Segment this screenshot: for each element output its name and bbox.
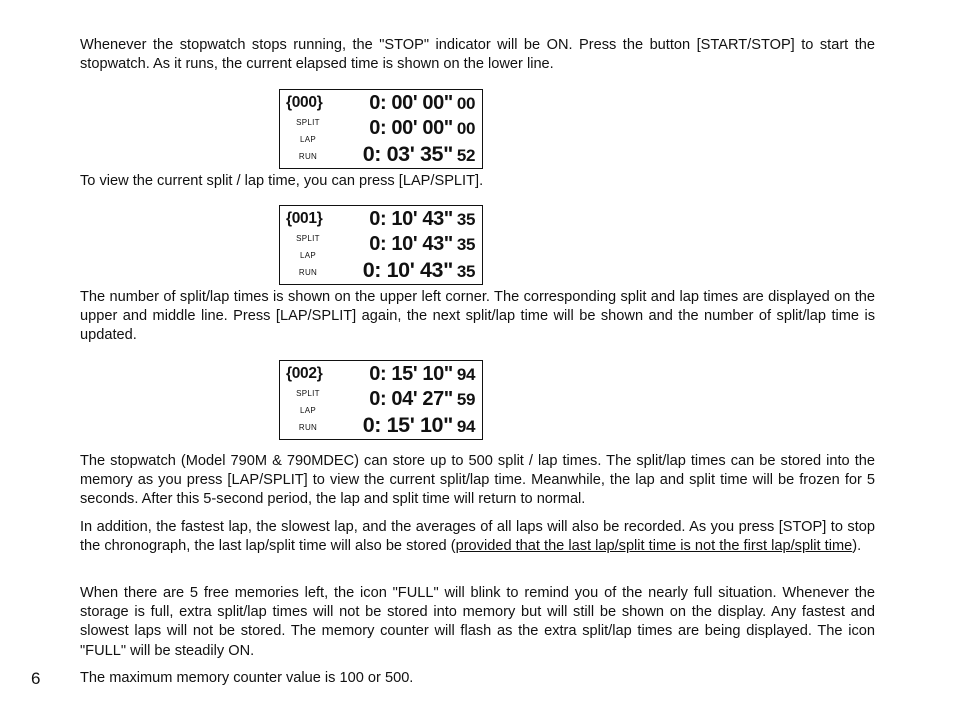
lap-time bbox=[369, 388, 475, 411]
lap-time bbox=[369, 117, 475, 140]
lap-time-main: 0: 04' 27" bbox=[369, 388, 453, 410]
run-label: RUN bbox=[298, 152, 318, 161]
paragraph-fastest-slowest-start: In addition, the fastest lap, the slowest lap, and the averages of all laps will also be recorded. As you press [STOP] to stop the chronograph, the last lap/split time will also be stored ( bbox=[80, 519, 875, 555]
paragraph-intro: Whenever the stopwatch stops running, the "STOP" indicator will be ON. Press the button [START/STOP] to start the stopwatch. As it runs, the current elapsed time is shown on the lower line. bbox=[80, 37, 875, 73]
lap-time bbox=[369, 233, 475, 256]
split-time-main: 0: 10' 43" bbox=[369, 208, 453, 230]
stopwatch-display-1 bbox=[279, 89, 483, 169]
stopwatch-display-2 bbox=[279, 205, 483, 285]
lap-time-hundredths: 59 bbox=[456, 390, 475, 409]
run-time-hundredths: 35 bbox=[456, 262, 475, 281]
memory-counter: {000} bbox=[286, 94, 323, 111]
run-time bbox=[363, 142, 475, 167]
paragraph-memory-capacity: The stopwatch (Model 790M & 790MDEC) can store up to 500 split / lap times. The split/lap times can be stored into the memory as you press [LAP/SPLIT] to view the current split/lap time. Meanwhile, the lap and split time will be frozen for 5 seconds. After this 5-second period, the lap and split time will return to normal. bbox=[80, 453, 875, 508]
split-label: SPLIT bbox=[296, 118, 320, 127]
underlined-note: provided that the last lap/split time is not the first lap/split time bbox=[455, 538, 853, 555]
split-label: SPLIT bbox=[296, 234, 320, 243]
run-label: RUN bbox=[298, 268, 318, 277]
split-time-hundredths: 94 bbox=[456, 365, 475, 384]
paragraph-split-count: The number of split/lap times is shown on the upper left corner. The corresponding split and lap times are displayed on the upper and middle line. Press [LAP/SPLIT] again, the next split/lap time will be shown and the number of split/lap time is updated. bbox=[80, 289, 875, 344]
split-label: SPLIT bbox=[296, 389, 320, 398]
run-time-main: 0: 10' 43" bbox=[362, 258, 453, 282]
lap-time-hundredths: 35 bbox=[456, 235, 475, 254]
stopwatch-display-3 bbox=[279, 360, 483, 440]
split-time bbox=[369, 92, 475, 115]
lap-label: LAP bbox=[299, 251, 317, 260]
run-label: RUN bbox=[298, 423, 318, 432]
split-time-main: 0: 15' 10" bbox=[369, 363, 453, 385]
run-time-hundredths: 52 bbox=[456, 146, 475, 165]
paragraph-max-counter: The maximum memory counter value is 100 or 500. bbox=[80, 670, 414, 686]
split-time-hundredths: 00 bbox=[456, 94, 475, 113]
lap-time-hundredths: 00 bbox=[456, 119, 475, 138]
lap-label: LAP bbox=[299, 135, 317, 144]
run-time bbox=[363, 258, 475, 283]
lap-time-main: 0: 00' 00" bbox=[369, 117, 453, 139]
page-number: 6 bbox=[31, 669, 41, 688]
paragraph-view-split: To view the current split / lap time, you can press [LAP/SPLIT]. bbox=[80, 173, 484, 189]
split-time-main: 0: 00' 00" bbox=[369, 92, 453, 114]
run-time-main: 0: 15' 10" bbox=[362, 413, 453, 437]
lap-time-main: 0: 10' 43" bbox=[369, 233, 453, 255]
run-time-main: 0: 03' 35" bbox=[362, 142, 453, 166]
split-time bbox=[369, 363, 475, 386]
split-time-hundredths: 35 bbox=[456, 210, 475, 229]
run-time-hundredths: 94 bbox=[456, 417, 475, 436]
run-time bbox=[363, 413, 475, 438]
paragraph-fastest-slowest bbox=[80, 518, 875, 556]
paragraph-full-icon: When there are 5 free memories left, the icon "FULL" will blink to remind you of the nearly full situation. Whenever the storage is full, extra split/lap times will not be stored into memory but will still be shown on the display. Any fastest and slowest laps will not be stored. The memory counter will flash as the extra split/lap times are being displayed. The icon "FULL" will be steadily ON. bbox=[80, 585, 875, 659]
lap-label: LAP bbox=[299, 406, 317, 415]
memory-counter: {001} bbox=[286, 210, 323, 227]
memory-counter: {002} bbox=[286, 365, 323, 382]
paragraph-fastest-slowest-end: ). bbox=[852, 538, 862, 555]
split-time bbox=[369, 208, 475, 231]
